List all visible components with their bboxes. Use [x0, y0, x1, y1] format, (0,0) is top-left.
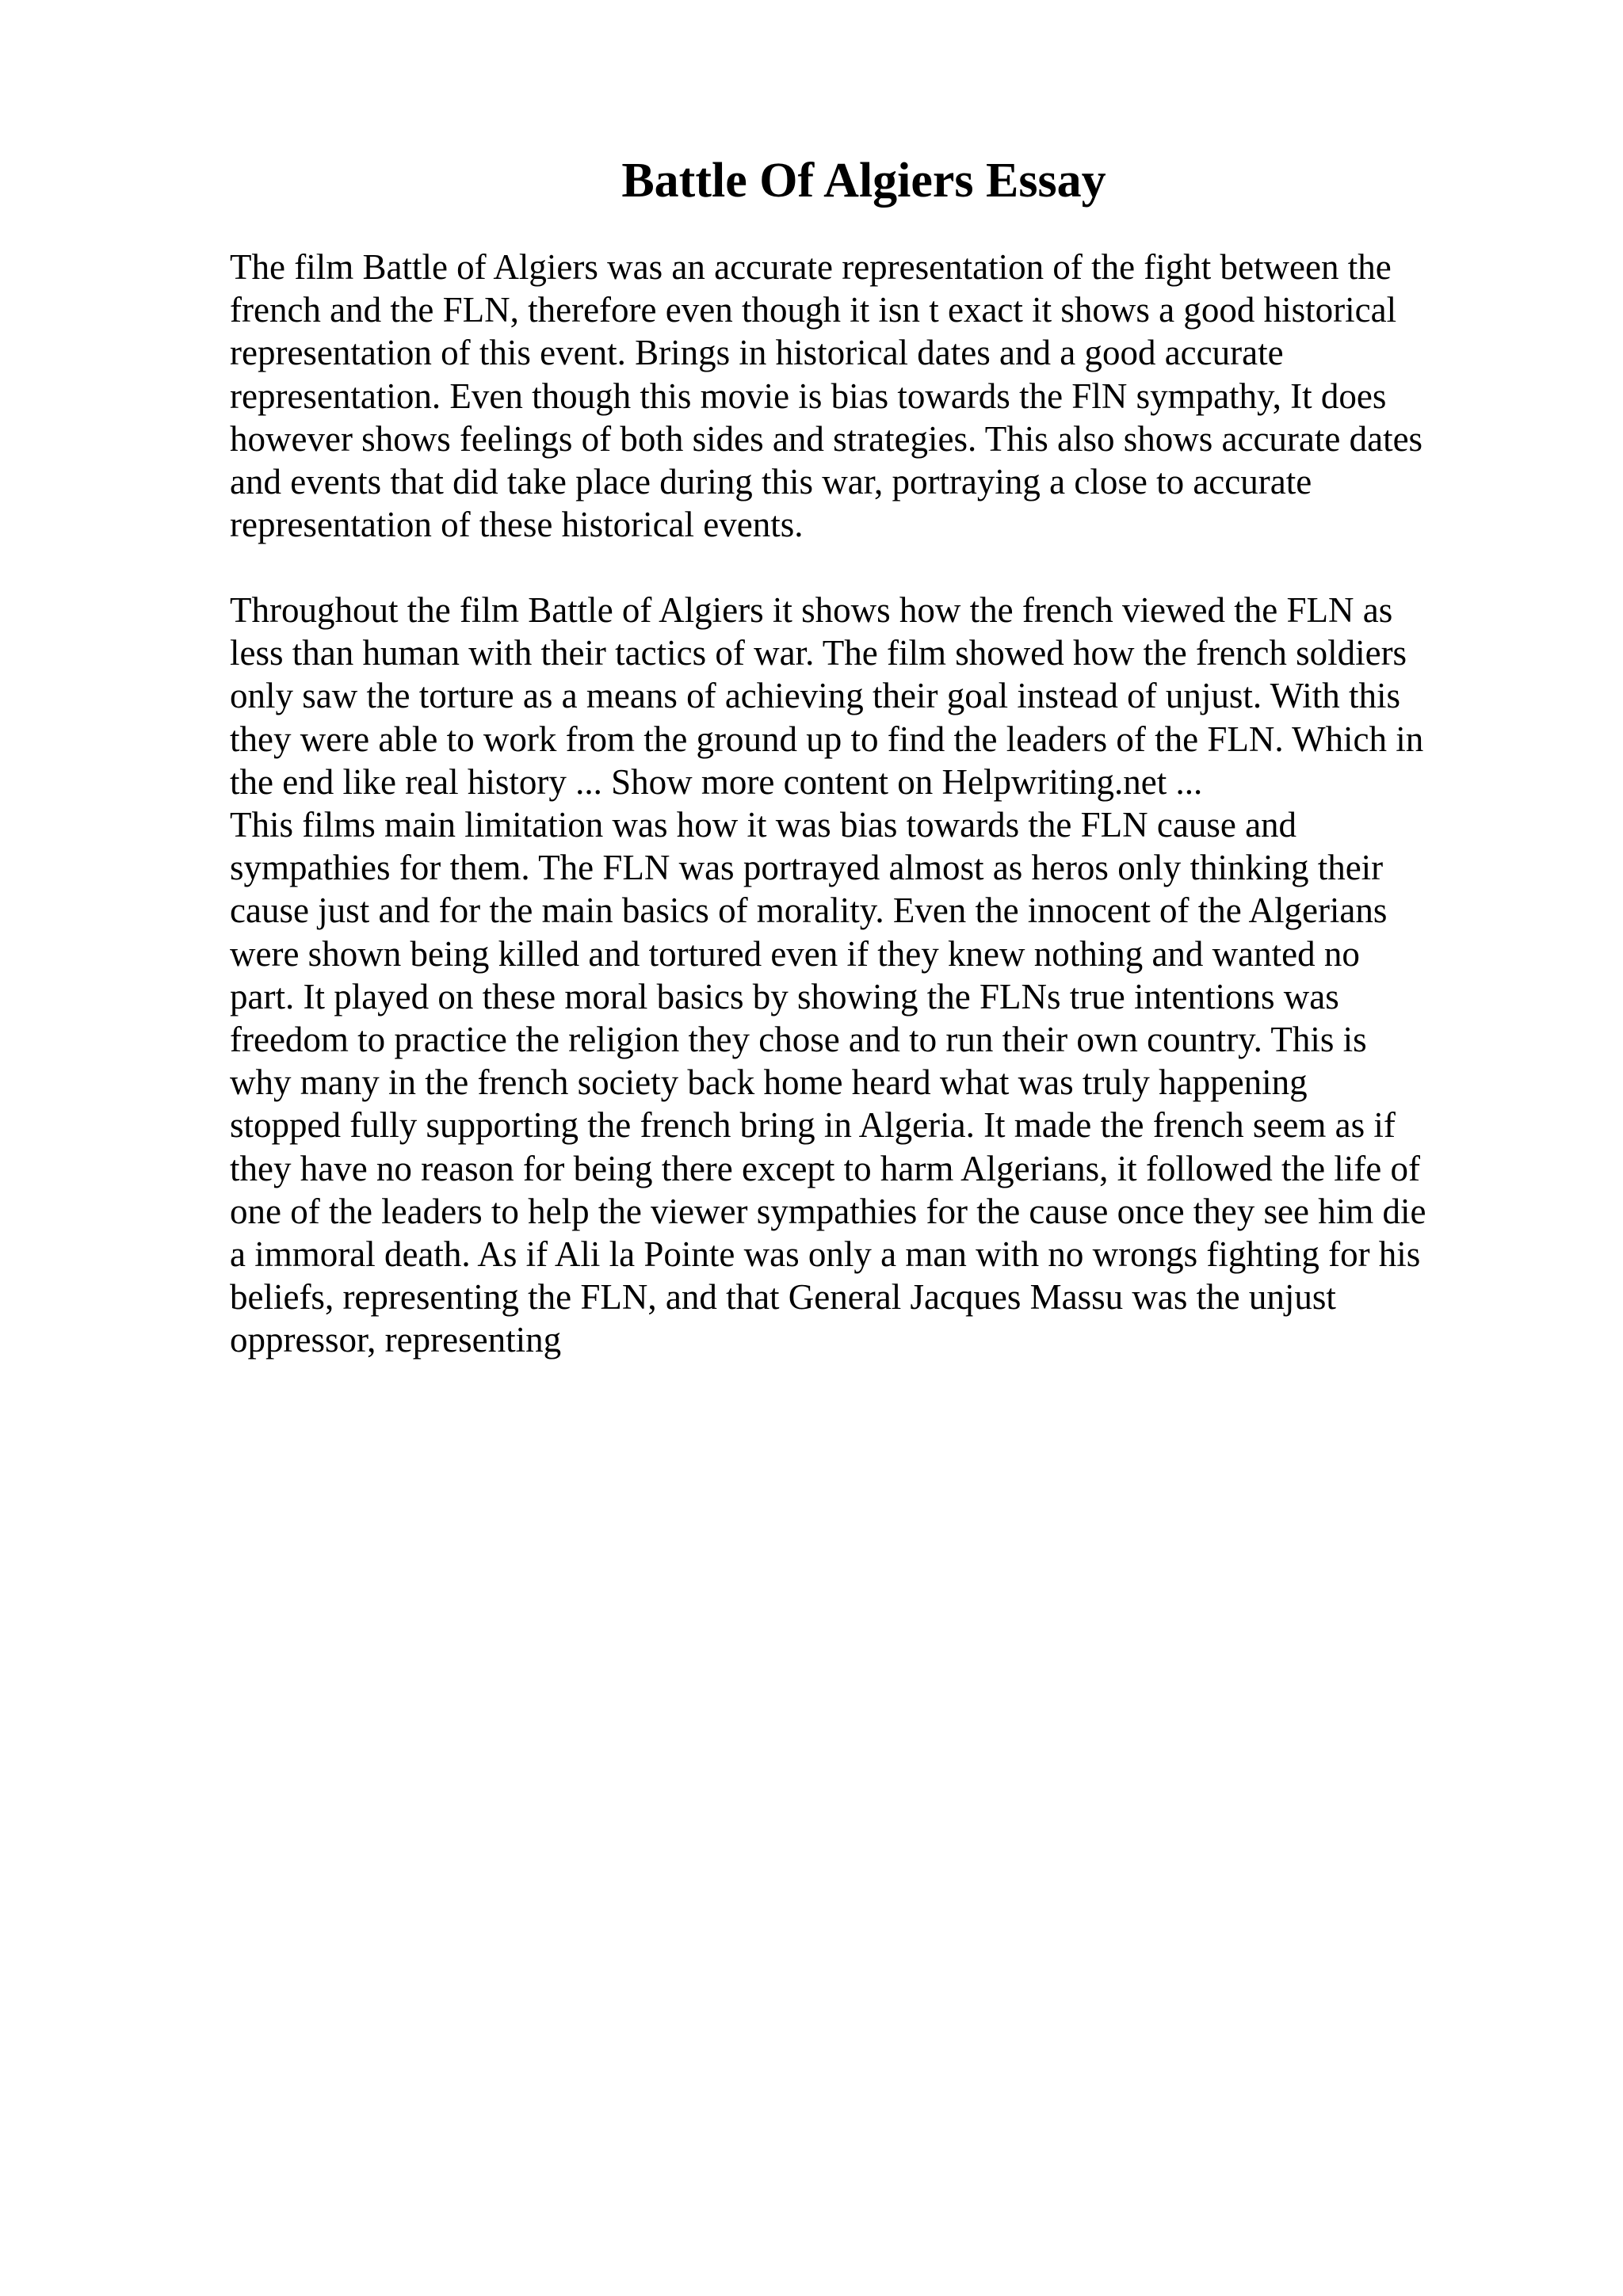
paragraph-line: cause just and for the main basics of morality. Even the innocent of the Algerians — [230, 891, 1388, 931]
paragraph-line: This films main limitation was how it was bias towards the FLN cause and — [230, 805, 1297, 845]
paragraph-1 — [230, 246, 1466, 546]
paragraph-line: oppressor, representing — [230, 1320, 562, 1360]
paragraph-line: were shown being killed and tortured even if they knew nothing and wanted no — [230, 933, 1360, 974]
paragraph-line: however shows feelings of both sides and strategies. This also shows accurate dates — [230, 418, 1423, 459]
paragraph-line: stopped fully supporting the french bring in Algeria. It made the french seem as if — [230, 1105, 1396, 1146]
paragraph-line: sympathies for them. The FLN was portrayed almost as heros only thinking their — [230, 848, 1384, 888]
paragraph-line: a immoral death. As if Ali la Pointe was only a man with no wrongs fighting for his — [230, 1234, 1421, 1275]
paragraph-line: why many in the french society back home heard what was truly happening — [230, 1062, 1308, 1103]
paragraph-line: only saw the torture as a means of achieving their goal instead of unjust. With this — [230, 676, 1401, 716]
document-title: Battle Of Algiers Essay — [621, 154, 1106, 208]
paragraph-line: and events that did take place during this war, portraying a close to accurate — [230, 462, 1312, 502]
paragraph-line: beliefs, representing the FLN, and that General Jacques Massu was the unjust — [230, 1277, 1336, 1318]
paragraph-line: part. It played on these moral basics by showing the FLNs true intentions was — [230, 976, 1339, 1016]
paragraph-line: they have no reason for being there except to harm Algerians, it followed the life of — [230, 1148, 1420, 1188]
paragraph-line: representation. Even though this movie is bias towards the FlN sympathy, It does — [230, 376, 1387, 416]
paragraph-line: The film Battle of Algiers was an accurate representation of the fight between the — [230, 247, 1392, 287]
paragraph-2 — [230, 589, 1466, 1362]
paragraph-line: representation of these historical events. — [230, 505, 804, 545]
paragraph-line: french and the FLN, therefore even though it isn t exact it shows a good historical — [230, 290, 1397, 330]
paragraph-line: freedom to practice the religion they chose and to run their own country. This is — [230, 1020, 1367, 1060]
paragraph-line: representation of this event. Brings in historical dates and a good accurate — [230, 333, 1284, 373]
paragraph-line: one of the leaders to help the viewer sympathies for the cause once they see him die — [230, 1191, 1426, 1231]
paragraph-line: Throughout the film Battle of Algiers it shows how the french viewed the FLN as — [230, 590, 1393, 630]
paragraph-line: they were able to work from the ground up to find the leaders of the FLN. Which in — [230, 719, 1424, 759]
paragraph-line: the end like real history ... Show more content on Helpwriting.net ... — [230, 761, 1203, 802]
paragraph-line: less than human with their tactics of war. The film showed how the french soldiers — [230, 633, 1407, 673]
